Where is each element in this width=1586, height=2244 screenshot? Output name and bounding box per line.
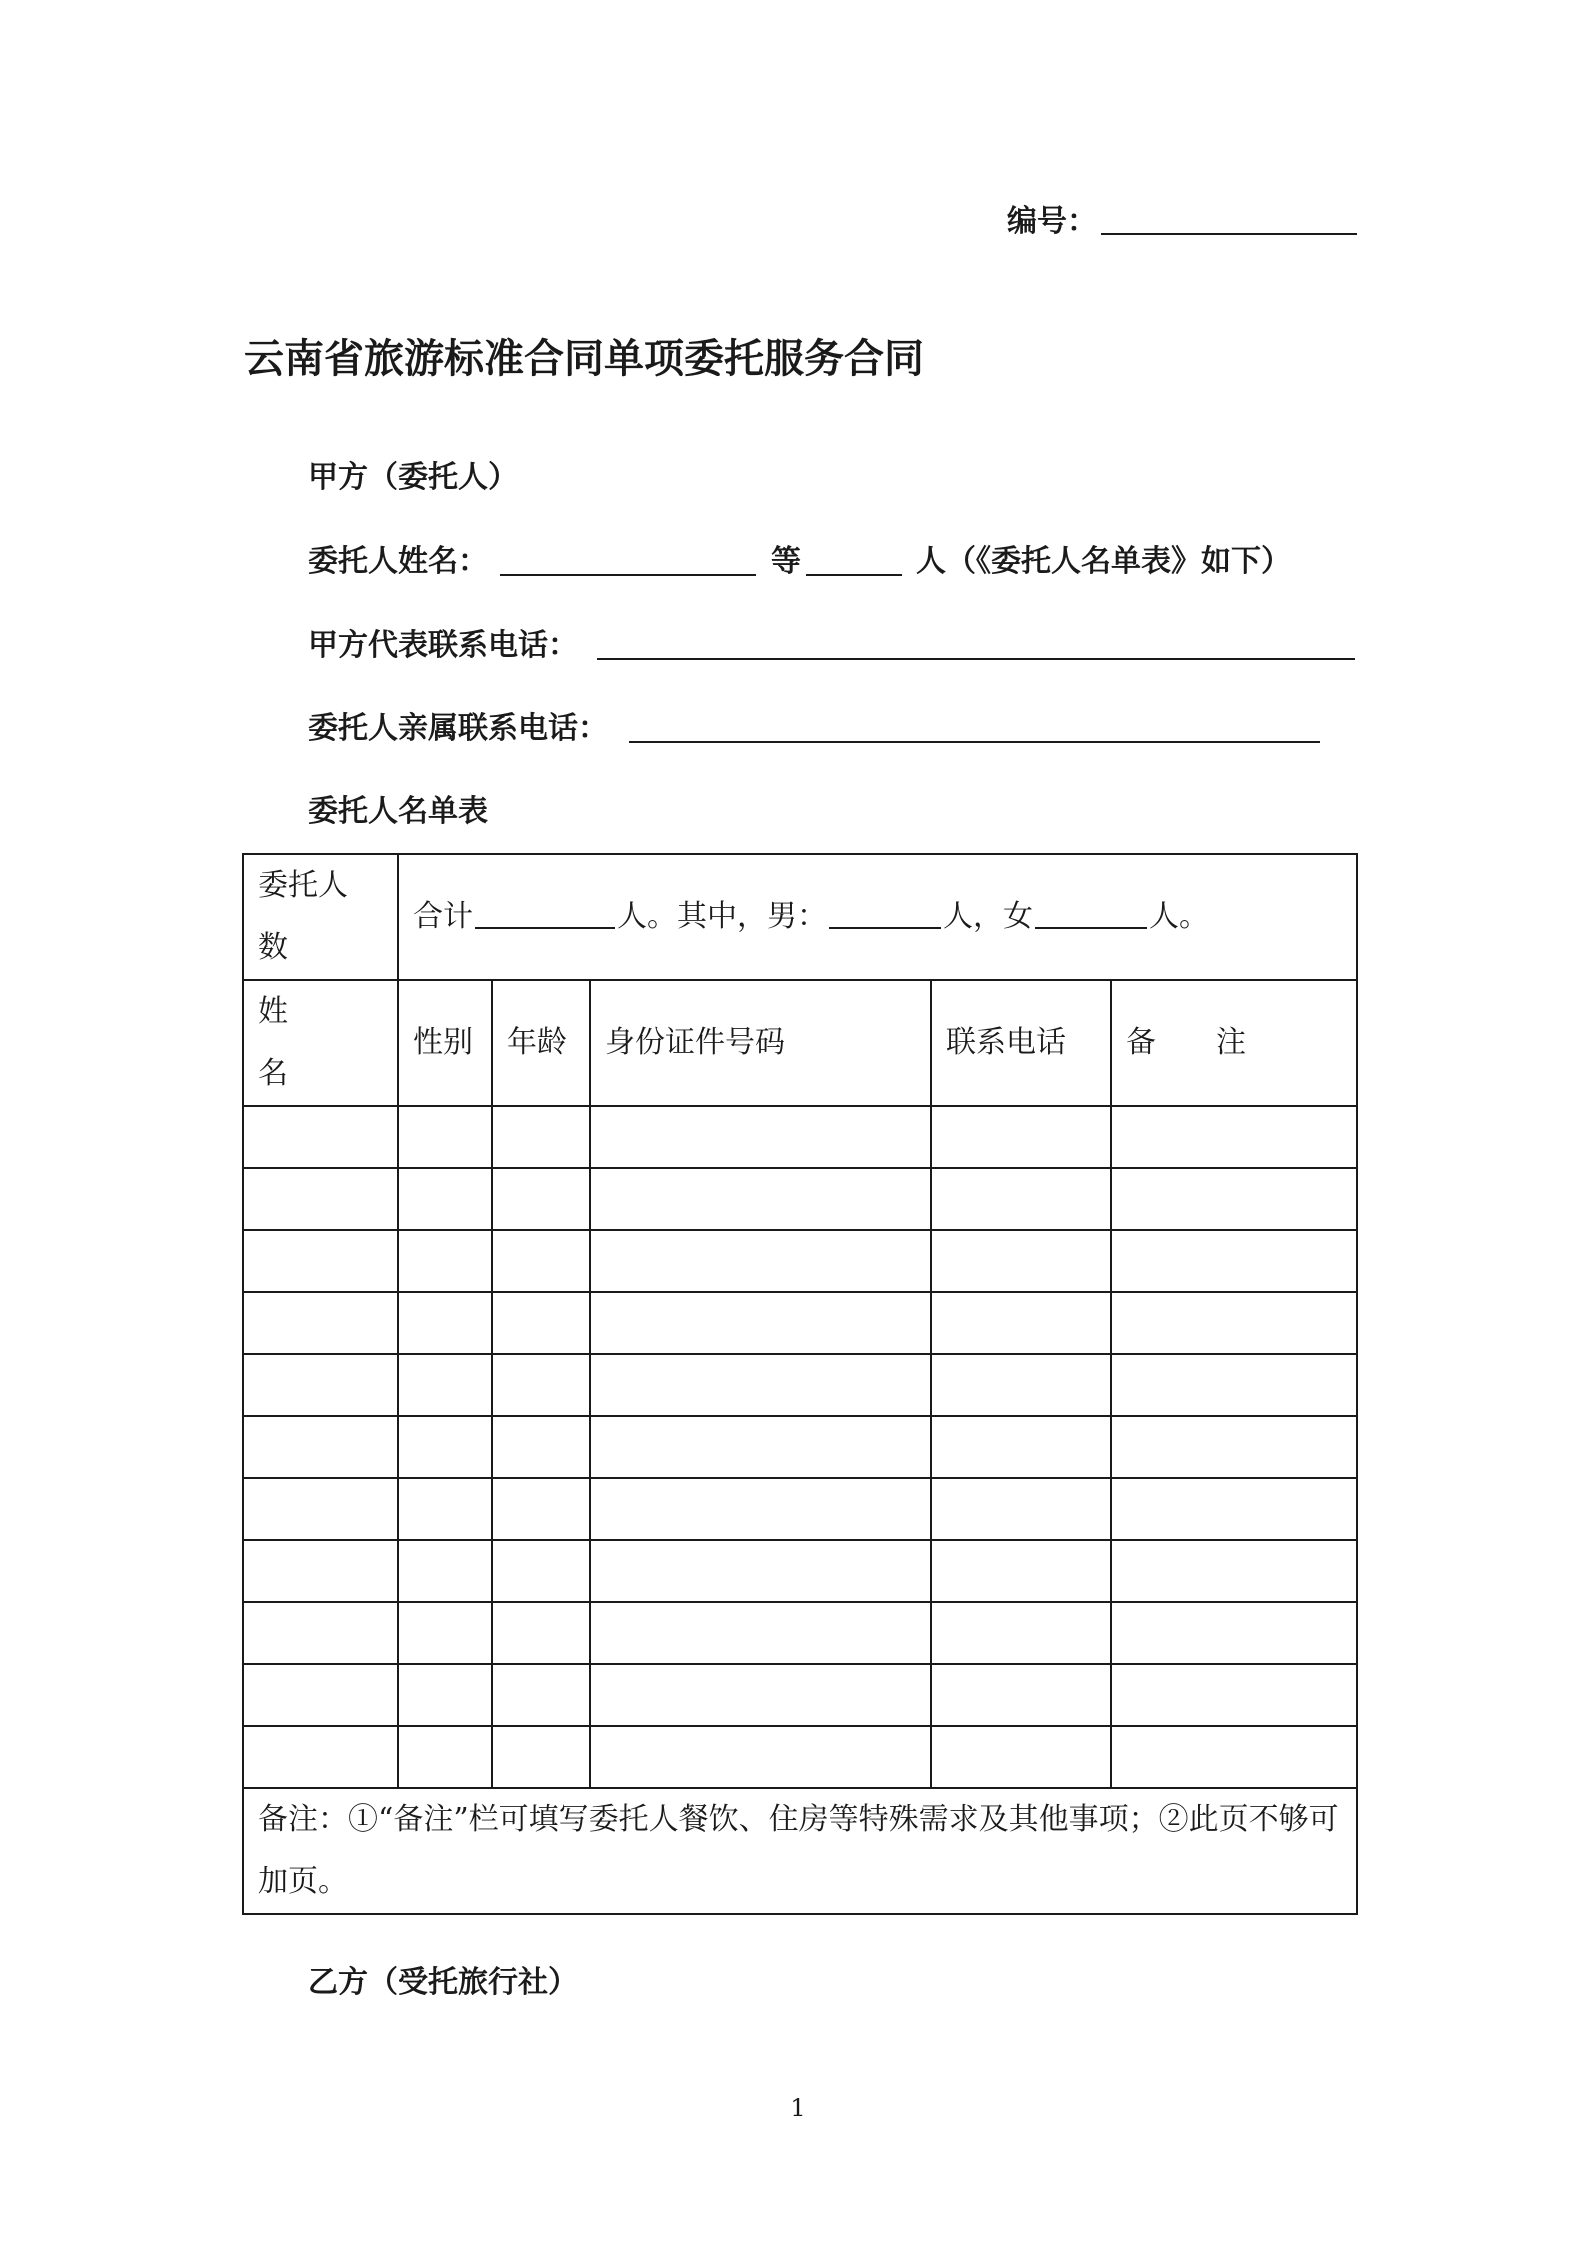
cell-age[interactable] [492,1540,590,1602]
cell-id-number[interactable] [590,1168,931,1230]
cell-name[interactable] [243,1416,398,1478]
cell-gender[interactable] [398,1106,492,1168]
client-count-field[interactable] [806,574,902,576]
client-name-field[interactable] [500,574,756,576]
note-cell: 备注：①“备注”栏可填写委托人餐饮、住房等特殊需求及其他事项；②此页不够可加页。 [243,1788,1357,1914]
col-id-number: 身份证件号码 [590,980,931,1106]
total-prefix: 合计 [413,899,473,934]
cell-phone[interactable] [931,1416,1111,1478]
cell-name[interactable] [243,1292,398,1354]
cell-phone[interactable] [931,1540,1111,1602]
client-name-label: 委托人姓名： [308,544,488,579]
table-row [243,1416,1357,1478]
cell-age[interactable] [492,1230,590,1292]
relative-phone-label: 委托人亲属联系电话： [308,711,608,746]
cell-age[interactable] [492,1106,590,1168]
cell-age[interactable] [492,1416,590,1478]
col-name [243,980,398,1106]
cell-name[interactable] [243,1478,398,1540]
female-count-field[interactable] [1035,927,1147,929]
count-row [243,854,1357,980]
cell-id-number[interactable] [590,1540,931,1602]
col-name-line1: 姓 [258,994,288,1029]
cell-age[interactable] [492,1292,590,1354]
persons-suffix: 人（《委托人名单表》如下） [916,544,1291,579]
table-row [243,1106,1357,1168]
cell-age[interactable] [492,1478,590,1540]
cell-id-number[interactable] [590,1602,931,1664]
cell-id-number[interactable] [590,1354,931,1416]
table-row [243,1602,1357,1664]
table-row [243,1354,1357,1416]
cell-age[interactable] [492,1726,590,1788]
table-row [243,1292,1357,1354]
cell-gender[interactable] [398,1478,492,1540]
cell-id-number[interactable] [590,1664,931,1726]
document-title: 云南省旅游标准合同单项委托服务合同 [244,336,924,382]
cell-name[interactable] [243,1354,398,1416]
cell-age[interactable] [492,1168,590,1230]
cell-remarks[interactable] [1111,1664,1357,1726]
cell-phone[interactable] [931,1168,1111,1230]
col-remarks: 备 注 [1111,980,1357,1106]
cell-name[interactable] [243,1168,398,1230]
count-label-line1: 委托人 [258,868,348,903]
table-row [243,1664,1357,1726]
cell-remarks[interactable] [1111,1230,1357,1292]
relative-phone-field[interactable] [629,741,1320,743]
cell-id-number[interactable] [590,1106,931,1168]
cell-gender[interactable] [398,1726,492,1788]
cell-phone[interactable] [931,1230,1111,1292]
cell-id-number[interactable] [590,1230,931,1292]
cell-phone[interactable] [931,1478,1111,1540]
note-row [243,1788,1357,1914]
cell-remarks[interactable] [1111,1168,1357,1230]
total-suffix: 人。 [1149,899,1209,934]
cell-gender[interactable] [398,1354,492,1416]
cell-phone[interactable] [931,1106,1111,1168]
count-label-line2: 数 [258,930,288,965]
col-phone: 联系电话 [931,980,1111,1106]
party-b-heading: 乙方（受托旅行社） [308,1965,578,2000]
etc-label: 等 [771,544,801,579]
cell-remarks[interactable] [1111,1292,1357,1354]
cell-phone[interactable] [931,1664,1111,1726]
party-a-heading: 甲方（委托人） [308,460,518,495]
cell-name[interactable] [243,1230,398,1292]
cell-gender[interactable] [398,1168,492,1230]
client-roster-table [242,853,1358,1915]
cell-age[interactable] [492,1354,590,1416]
cell-remarks[interactable] [1111,1478,1357,1540]
cell-remarks[interactable] [1111,1106,1357,1168]
count-summary-cell [398,854,1357,980]
col-gender: 性别 [398,980,492,1106]
cell-name[interactable] [243,1106,398,1168]
serial-number-field[interactable] [1101,233,1357,235]
total-count-field[interactable] [475,927,615,929]
cell-phone[interactable] [931,1354,1111,1416]
cell-id-number[interactable] [590,1726,931,1788]
cell-id-number[interactable] [590,1292,931,1354]
col-age: 年龄 [492,980,590,1106]
cell-id-number[interactable] [590,1416,931,1478]
table-row [243,1230,1357,1292]
cell-name[interactable] [243,1664,398,1726]
cell-phone[interactable] [931,1602,1111,1664]
total-mid1: 人。其中，男： [617,899,827,934]
cell-gender[interactable] [398,1292,492,1354]
roster-body [243,1106,1357,1788]
col-name-line2: 名 [258,1056,288,1091]
cell-remarks[interactable] [1111,1540,1357,1602]
cell-age[interactable] [492,1602,590,1664]
roster-heading: 委托人名单表 [308,794,488,829]
cell-gender[interactable] [398,1664,492,1726]
cell-remarks[interactable] [1111,1726,1357,1788]
cell-phone[interactable] [931,1292,1111,1354]
cell-remarks[interactable] [1111,1416,1357,1478]
serial-number-label: 编号： [1007,204,1097,239]
cell-name[interactable] [243,1602,398,1664]
cell-gender[interactable] [398,1602,492,1664]
cell-name[interactable] [243,1540,398,1602]
cell-age[interactable] [492,1664,590,1726]
table-row [243,1726,1357,1788]
column-header-row [243,980,1357,1106]
male-count-field[interactable] [829,927,941,929]
count-label-cell [243,854,398,980]
page-number: 1 [790,2094,806,2122]
rep-phone-label: 甲方代表联系电话： [308,628,578,663]
table-row [243,1540,1357,1602]
table-row [243,1478,1357,1540]
cell-phone[interactable] [931,1726,1111,1788]
cell-id-number[interactable] [590,1478,931,1540]
cell-remarks[interactable] [1111,1354,1357,1416]
cell-remarks[interactable] [1111,1602,1357,1664]
rep-phone-field[interactable] [597,658,1355,660]
total-mid2: 人，女 [943,899,1033,934]
cell-gender[interactable] [398,1230,492,1292]
cell-name[interactable] [243,1726,398,1788]
table-row [243,1168,1357,1230]
cell-gender[interactable] [398,1416,492,1478]
cell-gender[interactable] [398,1540,492,1602]
